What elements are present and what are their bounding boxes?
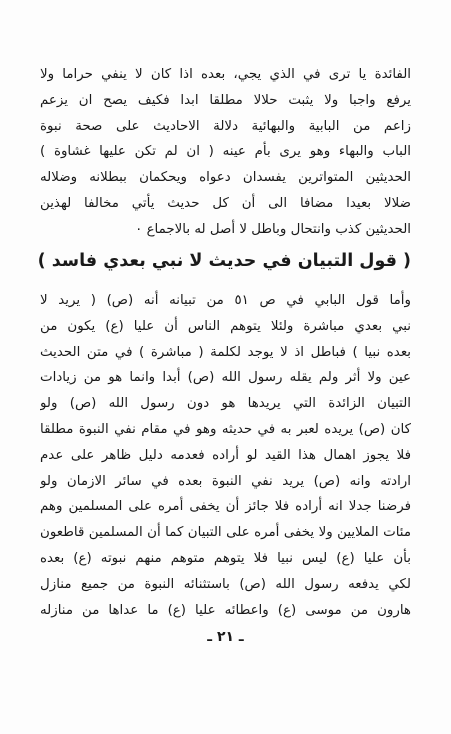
paragraph-1	[40, 62, 411, 243]
paragraph-2-line: بعده نبيا ) فباطل اذ لا يوجد لكلمة ( مباشرة ) في متن الحديث	[40, 344, 411, 360]
paragraph-2-line: نبي بعدي مباشرة ولئلا يتوهم الناس أن عليا (ع) يكون من	[40, 318, 411, 334]
paragraph-1-line: يرفع واجبا ولا يثبت حلالا مطلقا ابدا فكيف يصح ان يزعم	[40, 92, 411, 108]
paragraph-2-line: هارون من موسى (ع) واعطائه عليا (ع) ما عداها من منازله	[40, 602, 411, 618]
paragraph-2-line: عين ولا أثر ولم يقله رسول الله (ص) أبدا وانما هو من زيادات	[40, 370, 411, 386]
paragraph-2-line: مئات الملايين ولا يخفى أمره على التبيان كما أن المسلمين قاطعون	[40, 525, 411, 541]
paragraph-2-line: كان (ص) يريده لعبر به في حديثه وهو في مقام نفي النبوة مطلقا	[40, 421, 411, 437]
paragraph-2-line: بأن عليا (ع) ليس نبيا فلا يتوهم متوهم منهم نبوته (ع) بعده	[40, 550, 411, 566]
paragraph-2-line: فرضنا جدلا انه أراده فلا جائز أن يخفى أمره على المسلمين وهم	[40, 499, 411, 515]
paragraph-2-line: وأما قول البابي في ص ٥١ من تبيانه أنه (ص) ( يريد لا	[40, 293, 411, 308]
paragraph-1-line: الحديثين كذب وانتحال وباطل لا أصل له بالاجماع ٠	[135, 221, 411, 237]
paragraph-1-line: الحديثين المتواترين يفسدان دعواه ويحكمان ببطلانه وضلاله	[40, 170, 411, 186]
paragraph-2-line: التبيان الزائدة التي يريدها هو دون رسول الله (ص) ولو	[40, 396, 411, 412]
section-heading: ( قول التبيان في حديث لا نبي بعدي فاسد )	[37, 251, 411, 271]
paragraph-1-line: زاعم من البابية والبهائية دلالة الاحاديث على صحة نبوة	[40, 118, 411, 134]
paragraph-1-line: الفائدة يا ترى في الذي يجي، بعده اذا كان لا ينفي حراما ولا	[40, 67, 411, 82]
paragraph-2-line: ارادته وانه (ص) يريد نفي النبوة بعده في سائر الازمان ولو	[40, 473, 411, 489]
paragraph-2-line: لكي يدفعه رسول الله (ص) باستثنائه النبوة من جميع منازل	[40, 576, 411, 592]
paragraph-1-line: الباب والبهاء وهو يرى بأم عينه ( ان لم تكن عليها غشاوة )	[40, 144, 411, 160]
paragraph-2	[40, 288, 411, 623]
paragraph-1-line: ضلالا بعيدا مضافا الى أن كل حديث يأتي مخالفا لهذين	[40, 195, 411, 211]
paragraph-2-line: فلا يجوز اهمال هذا القيد لو أراده فعدمه دليل ظاهر على عدم	[40, 447, 411, 463]
page-number: ـ ٢١ ـ	[207, 629, 244, 645]
